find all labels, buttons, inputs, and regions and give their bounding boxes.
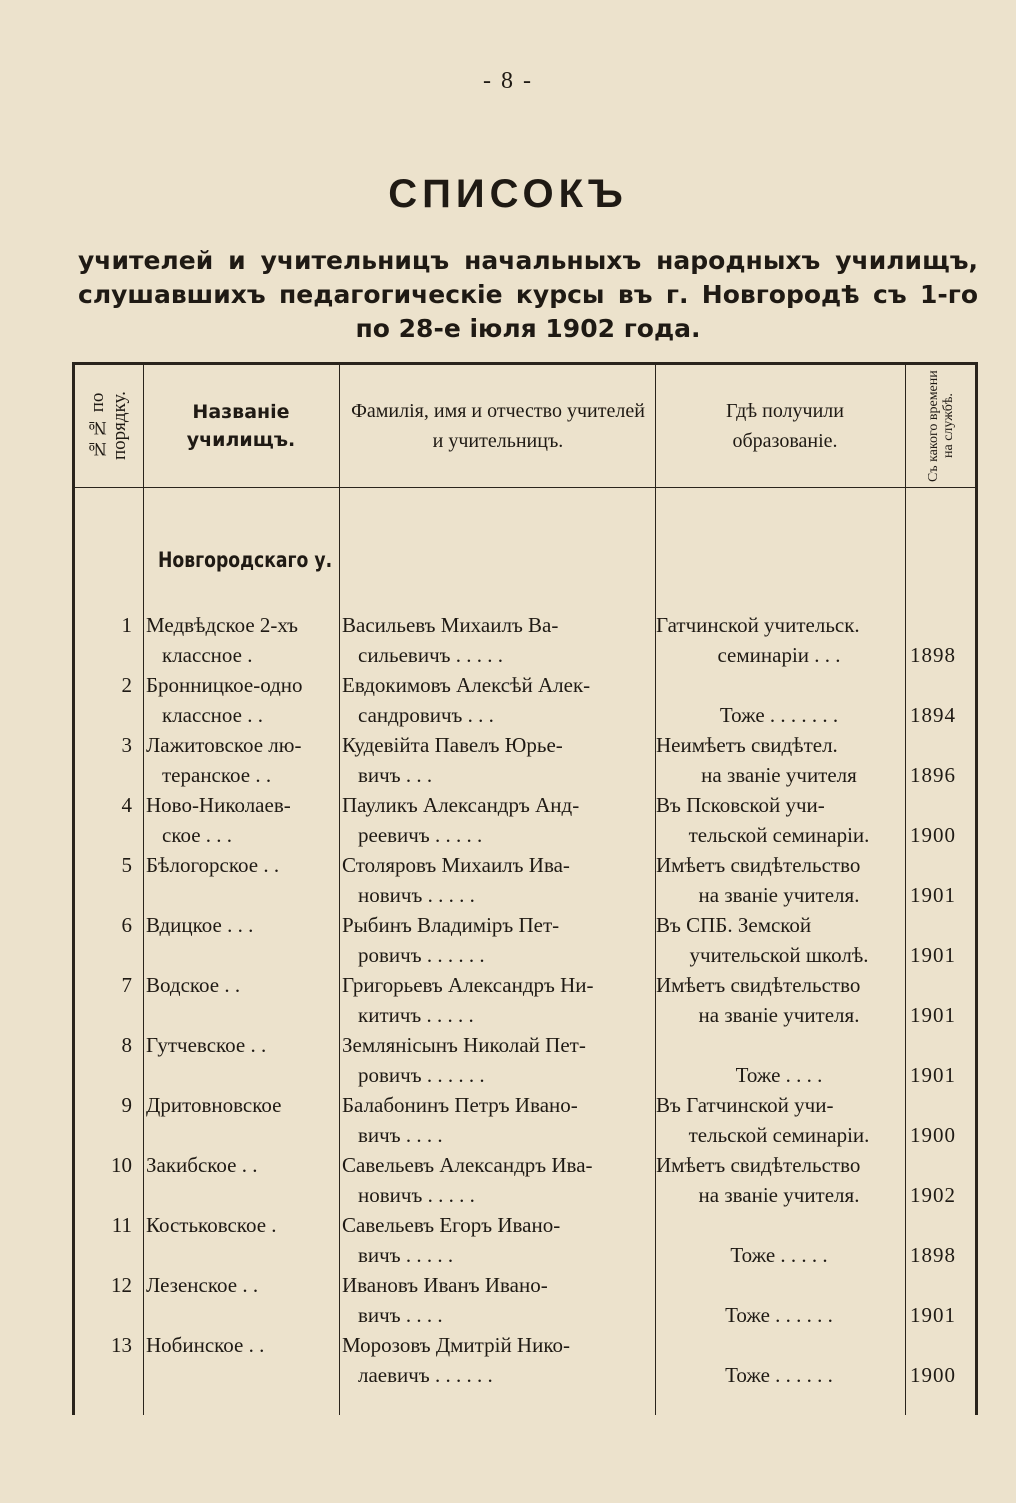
school-name: [146, 1210, 328, 1270]
header-divider: [75, 487, 975, 488]
teacher-name-line: реевичъ . . . . .: [358, 823, 483, 847]
teacher-name: [342, 670, 634, 730]
table-row: [0, 1030, 1016, 1090]
header-since-label: Съ какого времени на службѣ.: [926, 370, 956, 482]
service-year: 1901: [910, 943, 956, 967]
education-place-line: [656, 1210, 902, 1240]
education-place-line: учительской школѣ.: [689, 943, 869, 967]
education-place-line: тельской семинаріи.: [688, 1123, 870, 1147]
row-number: 5: [121, 853, 132, 877]
teacher-name-line: Пауликъ Александръ Анд-: [342, 793, 580, 817]
school-name-line: [146, 880, 328, 910]
education-place: [656, 1030, 902, 1090]
table-row: [0, 1210, 1016, 1270]
table-row: [0, 790, 1016, 850]
school-name-line: [146, 940, 328, 970]
header-number: [75, 365, 143, 487]
education-place: [656, 1210, 902, 1270]
education-place-line: Въ Гатчинской учи-: [656, 1093, 834, 1117]
table-row: [0, 970, 1016, 1030]
education-place-line: Тоже . . . . . .: [725, 1303, 833, 1327]
education-place: [656, 670, 902, 730]
education-place: [656, 850, 902, 910]
header-school-label: Названіе училищъ.: [186, 401, 296, 451]
teacher-name-line: Евдокимовъ Алексѣй Алек-: [342, 673, 591, 697]
education-place: [656, 1090, 902, 1150]
service-year: 1900: [910, 1123, 956, 1147]
school-name: [146, 1030, 328, 1090]
education-place-line: на званіе учителя.: [698, 1183, 860, 1207]
teacher-name-line: лаевичъ . . . . . .: [358, 1363, 493, 1387]
teacher-name-line: Морозовъ Дмитрій Нико-: [342, 1333, 570, 1357]
service-year: 1902: [910, 1183, 956, 1207]
teacher-name-line: китичъ . . . . .: [358, 1003, 474, 1027]
school-name: [146, 1150, 328, 1210]
service-year: 1901: [910, 1303, 956, 1327]
education-place: [656, 730, 902, 790]
teacher-name-line: Ивановъ Иванъ Ивано-: [342, 1273, 548, 1297]
teacher-name-line: новичъ . . . . .: [358, 1183, 475, 1207]
header-teacher-label: Фамилія, имя и отчество учителей и учительницъ.: [351, 400, 645, 452]
teacher-name-line: вичъ . . . .: [358, 1123, 443, 1147]
education-place-line: на званіе учителя: [701, 763, 857, 787]
education-place-line: на званіе учителя.: [698, 883, 860, 907]
school-name-line: [146, 1060, 328, 1090]
education-place-line: тельской семинаріи.: [688, 823, 870, 847]
row-number: 6: [121, 913, 132, 937]
teacher-name-line: сандровичъ . . .: [358, 703, 494, 727]
education-place-line: Тоже . . . . .: [730, 1243, 828, 1267]
teacher-name: [342, 1090, 634, 1150]
education-place-line: Въ СПБ. Земской: [656, 913, 812, 937]
header-education-label: Гдѣ получили образованіе.: [726, 400, 844, 452]
school-name: [146, 610, 328, 670]
education-place-line: [656, 670, 902, 700]
education-place-line: Неимѣетъ свидѣтел.: [656, 733, 838, 757]
teacher-name-line: Савельевъ Александръ Ива-: [342, 1153, 593, 1177]
school-name-line: Дритовновское: [146, 1093, 282, 1117]
district-heading: Новгородскаго у.: [158, 548, 333, 572]
header-education: [685, 365, 885, 487]
school-name: [146, 730, 328, 790]
service-year: 1896: [910, 763, 956, 787]
teacher-name: [342, 1210, 634, 1270]
teacher-name-line: Васильевъ Михаилъ Ва-: [342, 613, 559, 637]
school-name-line: Бронницкое-одно: [146, 673, 303, 697]
teacher-name: [342, 970, 634, 1030]
row-number: 13: [111, 1333, 132, 1357]
teacher-name-line: вичъ . . .: [358, 763, 433, 787]
education-place-line: [656, 1330, 902, 1360]
education-place: [656, 610, 902, 670]
education-place-line: Гатчинской учительск.: [656, 613, 860, 637]
header-since: [907, 365, 975, 487]
service-year: 1894: [910, 703, 956, 727]
education-place-line: [656, 1030, 902, 1060]
row-number: 2: [121, 673, 132, 697]
teacher-name-line: Землянicынъ Николай Пет-: [342, 1033, 586, 1057]
school-name-line: [146, 1120, 328, 1150]
teacher-name-line: ровичъ . . . . . .: [358, 1063, 485, 1087]
education-place-line: Имѣетъ свидѣтельство: [656, 1153, 861, 1177]
school-name-line: Гутчевское . .: [146, 1033, 267, 1057]
teacher-name-line: Кудевійта Павелъ Юрье-: [342, 733, 563, 757]
education-place-line: Въ Псковской учи-: [656, 793, 825, 817]
page-subtitle: учителей и учительницъ начальныхъ народныхъ училищъ, слушавшихъ педагогическіе курсы въ г. Новгородѣ съ 1-го по 28-е іюля 1902 года.: [78, 246, 978, 343]
school-name: [146, 1330, 328, 1390]
header-school: [147, 365, 335, 487]
teacher-name-line: новичъ . . . . .: [358, 883, 475, 907]
school-name-line: [146, 1300, 328, 1330]
education-place-line: Тоже . . . . . . .: [719, 703, 839, 727]
page-title: СПИСОКЪ: [388, 172, 628, 216]
service-year: 1901: [910, 1063, 956, 1087]
teacher-name: [342, 1330, 634, 1390]
table-row: [0, 910, 1016, 970]
school-name-line: ское . . .: [162, 823, 233, 847]
teacher-name: [342, 1030, 634, 1090]
school-name-line: Закибское . .: [146, 1153, 258, 1177]
education-place-line: на званіе учителя.: [698, 1003, 860, 1027]
table-row: [0, 730, 1016, 790]
education-place-line: семинаріи . . .: [717, 643, 841, 667]
teacher-name-line: вичъ . . . .: [358, 1303, 443, 1327]
row-number: 3: [121, 733, 132, 757]
teacher-name: [342, 1270, 634, 1330]
education-place-line: Тоже . . . . . .: [725, 1363, 833, 1387]
education-place-line: Имѣетъ свидѣтельство: [656, 853, 861, 877]
school-name: [146, 670, 328, 730]
teacher-name-line: вичъ . . . . .: [358, 1243, 454, 1267]
row-number: 7: [121, 973, 132, 997]
teacher-name: [342, 610, 634, 670]
education-place: [656, 1270, 902, 1330]
service-year: 1898: [910, 1243, 956, 1267]
school-name-line: [146, 1000, 328, 1030]
teacher-name-line: сильевичъ . . . . .: [358, 643, 504, 667]
service-year: 1901: [910, 883, 956, 907]
education-place: [656, 790, 902, 850]
row-number: 1: [121, 613, 132, 637]
teacher-name: [342, 790, 634, 850]
table-row: [0, 1270, 1016, 1330]
table-row: [0, 610, 1016, 670]
school-name-line: классное .: [162, 643, 253, 667]
teacher-name: [342, 850, 634, 910]
teacher-name: [342, 730, 634, 790]
school-name-line: Медвѣдское 2-хъ: [146, 613, 298, 637]
education-place: [656, 1330, 902, 1390]
table-row: [0, 850, 1016, 910]
header-teacher: [351, 365, 645, 487]
school-name-line: Вдицкое . . .: [146, 913, 254, 937]
school-name: [146, 1270, 328, 1330]
teacher-name: [342, 1150, 634, 1210]
table-row: [0, 1330, 1016, 1390]
row-number: 4: [121, 793, 132, 817]
education-place-line: [656, 1270, 902, 1300]
school-name-line: теранское . .: [162, 763, 272, 787]
education-place-line: Имѣетъ свидѣтельство: [656, 973, 861, 997]
education-place: [656, 1150, 902, 1210]
school-name-line: [146, 1180, 328, 1210]
teacher-name-line: Балабонинъ Петръ Ивано-: [342, 1093, 578, 1117]
school-name: [146, 850, 328, 910]
service-year: 1900: [910, 823, 956, 847]
school-name: [146, 1090, 328, 1150]
school-name-line: Бѣлогорское . .: [146, 853, 280, 877]
service-year: 1898: [910, 643, 956, 667]
row-number: 11: [111, 1213, 132, 1237]
table-body: [0, 610, 1016, 1390]
school-name-line: Водское . .: [146, 973, 241, 997]
table-row: [0, 670, 1016, 730]
row-number: 10: [111, 1153, 132, 1177]
school-name-line: [146, 1240, 328, 1270]
school-name-line: Лажитовское лю-: [146, 733, 302, 757]
teacher-name: [342, 910, 634, 970]
table-row: [0, 1090, 1016, 1150]
education-place: [656, 910, 902, 970]
school-name: [146, 790, 328, 850]
row-number: 12: [111, 1273, 132, 1297]
school-name-line: Костьковское .: [146, 1213, 277, 1237]
page-number: - 8 -: [483, 68, 533, 94]
header-number-label: №№ по порядку.: [87, 391, 130, 461]
service-year: 1901: [910, 1003, 956, 1027]
table-row: [0, 1150, 1016, 1210]
teacher-name-line: Григорьевъ Александръ Ни-: [342, 973, 594, 997]
row-number: 9: [121, 1093, 132, 1117]
teacher-name-line: ровичъ . . . . . .: [358, 943, 485, 967]
education-place: [656, 970, 902, 1030]
school-name: [146, 970, 328, 1030]
school-name-line: классное . .: [162, 703, 263, 727]
service-year: 1900: [910, 1363, 956, 1387]
row-number: 8: [121, 1033, 132, 1057]
teacher-name-line: Рыбинъ Владиміръ Пет-: [342, 913, 560, 937]
school-name-line: [146, 1360, 328, 1390]
school-name-line: Лезенское . .: [146, 1273, 259, 1297]
teacher-name-line: Савельевъ Егоръ Ивано-: [342, 1213, 561, 1237]
school-name: [146, 910, 328, 970]
school-name-line: Нобинское . .: [146, 1333, 265, 1357]
teacher-name-line: Столяровъ Михаилъ Ива-: [342, 853, 570, 877]
school-name-line: Ново-Николаев-: [146, 793, 291, 817]
education-place-line: Тоже . . . .: [735, 1063, 823, 1087]
